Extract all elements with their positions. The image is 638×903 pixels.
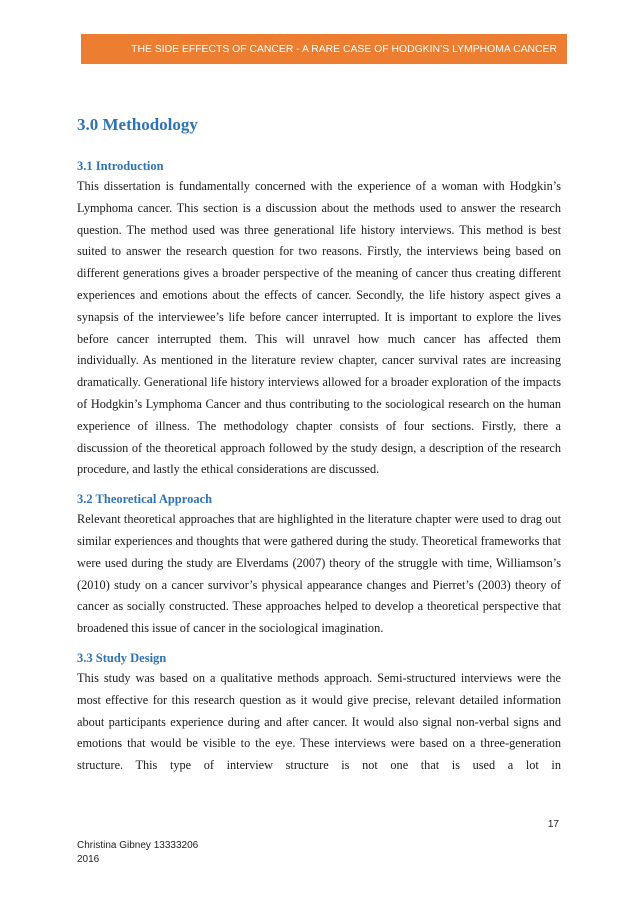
footer-author: Christina Gibney 13333206: [77, 840, 199, 851]
running-header-title: THE SIDE EFFECTS OF CANCER - A RARE CASE OF HODGKIN’S LYMPHOMA CANCER: [131, 43, 557, 55]
paragraph-theoretical-approach: Relevant theoretical approaches that are highlighted in the literature chapter were used to drag out similar experiences and thoughts that were gathered during the study. Theoretical frameworks that were used during the study are Elverdams (2007) theory of the struggle with time, Williamson’s (2010) study on a cancer survivor’s physical appearance changes and Pierret’s (2003) theory of cancer as socially constructed. These approaches helped to develop a theoretical perspective that broadened this issue of cancer in the sociological imagination.: [77, 512, 561, 636]
page-content: [77, 113, 561, 777]
footer-author-block: [77, 839, 198, 867]
subsection-title-theoretical-approach: 3.2 Theoretical Approach: [77, 492, 213, 507]
running-header: [81, 34, 567, 64]
subsection-title-study-design: 3.3 Study Design: [77, 650, 167, 665]
section-title: 3.0 Methodology: [77, 115, 198, 134]
page-number: 17: [547, 819, 559, 830]
paragraph-study-design: This study was based on a qualitative methods approach. Semi-structured interviews were the most effective for this research question as it would give precise, relevant detailed information about participants experience during and after cancer. It would also signal non-verbal signs and emotions that would be visible to the eye. These interviews were based on a three-generation structure. This type of interview structure is not one that is used a lot in: [77, 670, 561, 773]
subsection-title-introduction: 3.1 Introduction: [77, 159, 164, 173]
paragraph-introduction: This dissertation is fundamentally concerned with the experience of a woman with Hodgkin’s Lymphoma cancer. This section is a discussion about the methods used to answer the research question. The method used was three generational life history interviews. This method is best suited to answer the research question for two reasons. Firstly, the interviews being based on different generations gives a broader perspective of the meaning of cancer thus creating different experiences and emotions about the effects of cancer. Secondly, the life history aspect gives a synapsis of the interviewee’s life before cancer interrupted. It is important to explore the lives before cancer interrupted them. This will unravel how much cancer has affected them individually. As mentioned in the literature review chapter, cancer survival rates are increasing dramatically. Generational life history interviews allowed for a broader exploration of the impacts of Hodgkin’s Lymphoma Cancer and thus contributing to the sociological research on the human experience of illness. The methodology chapter consists of four sections. Firstly, there a discussion of the theoretical approach followed by the study design, a description of the research procedure, and lastly the ethical considerations are discussed.: [77, 179, 561, 477]
footer-year: 2016: [77, 854, 100, 865]
